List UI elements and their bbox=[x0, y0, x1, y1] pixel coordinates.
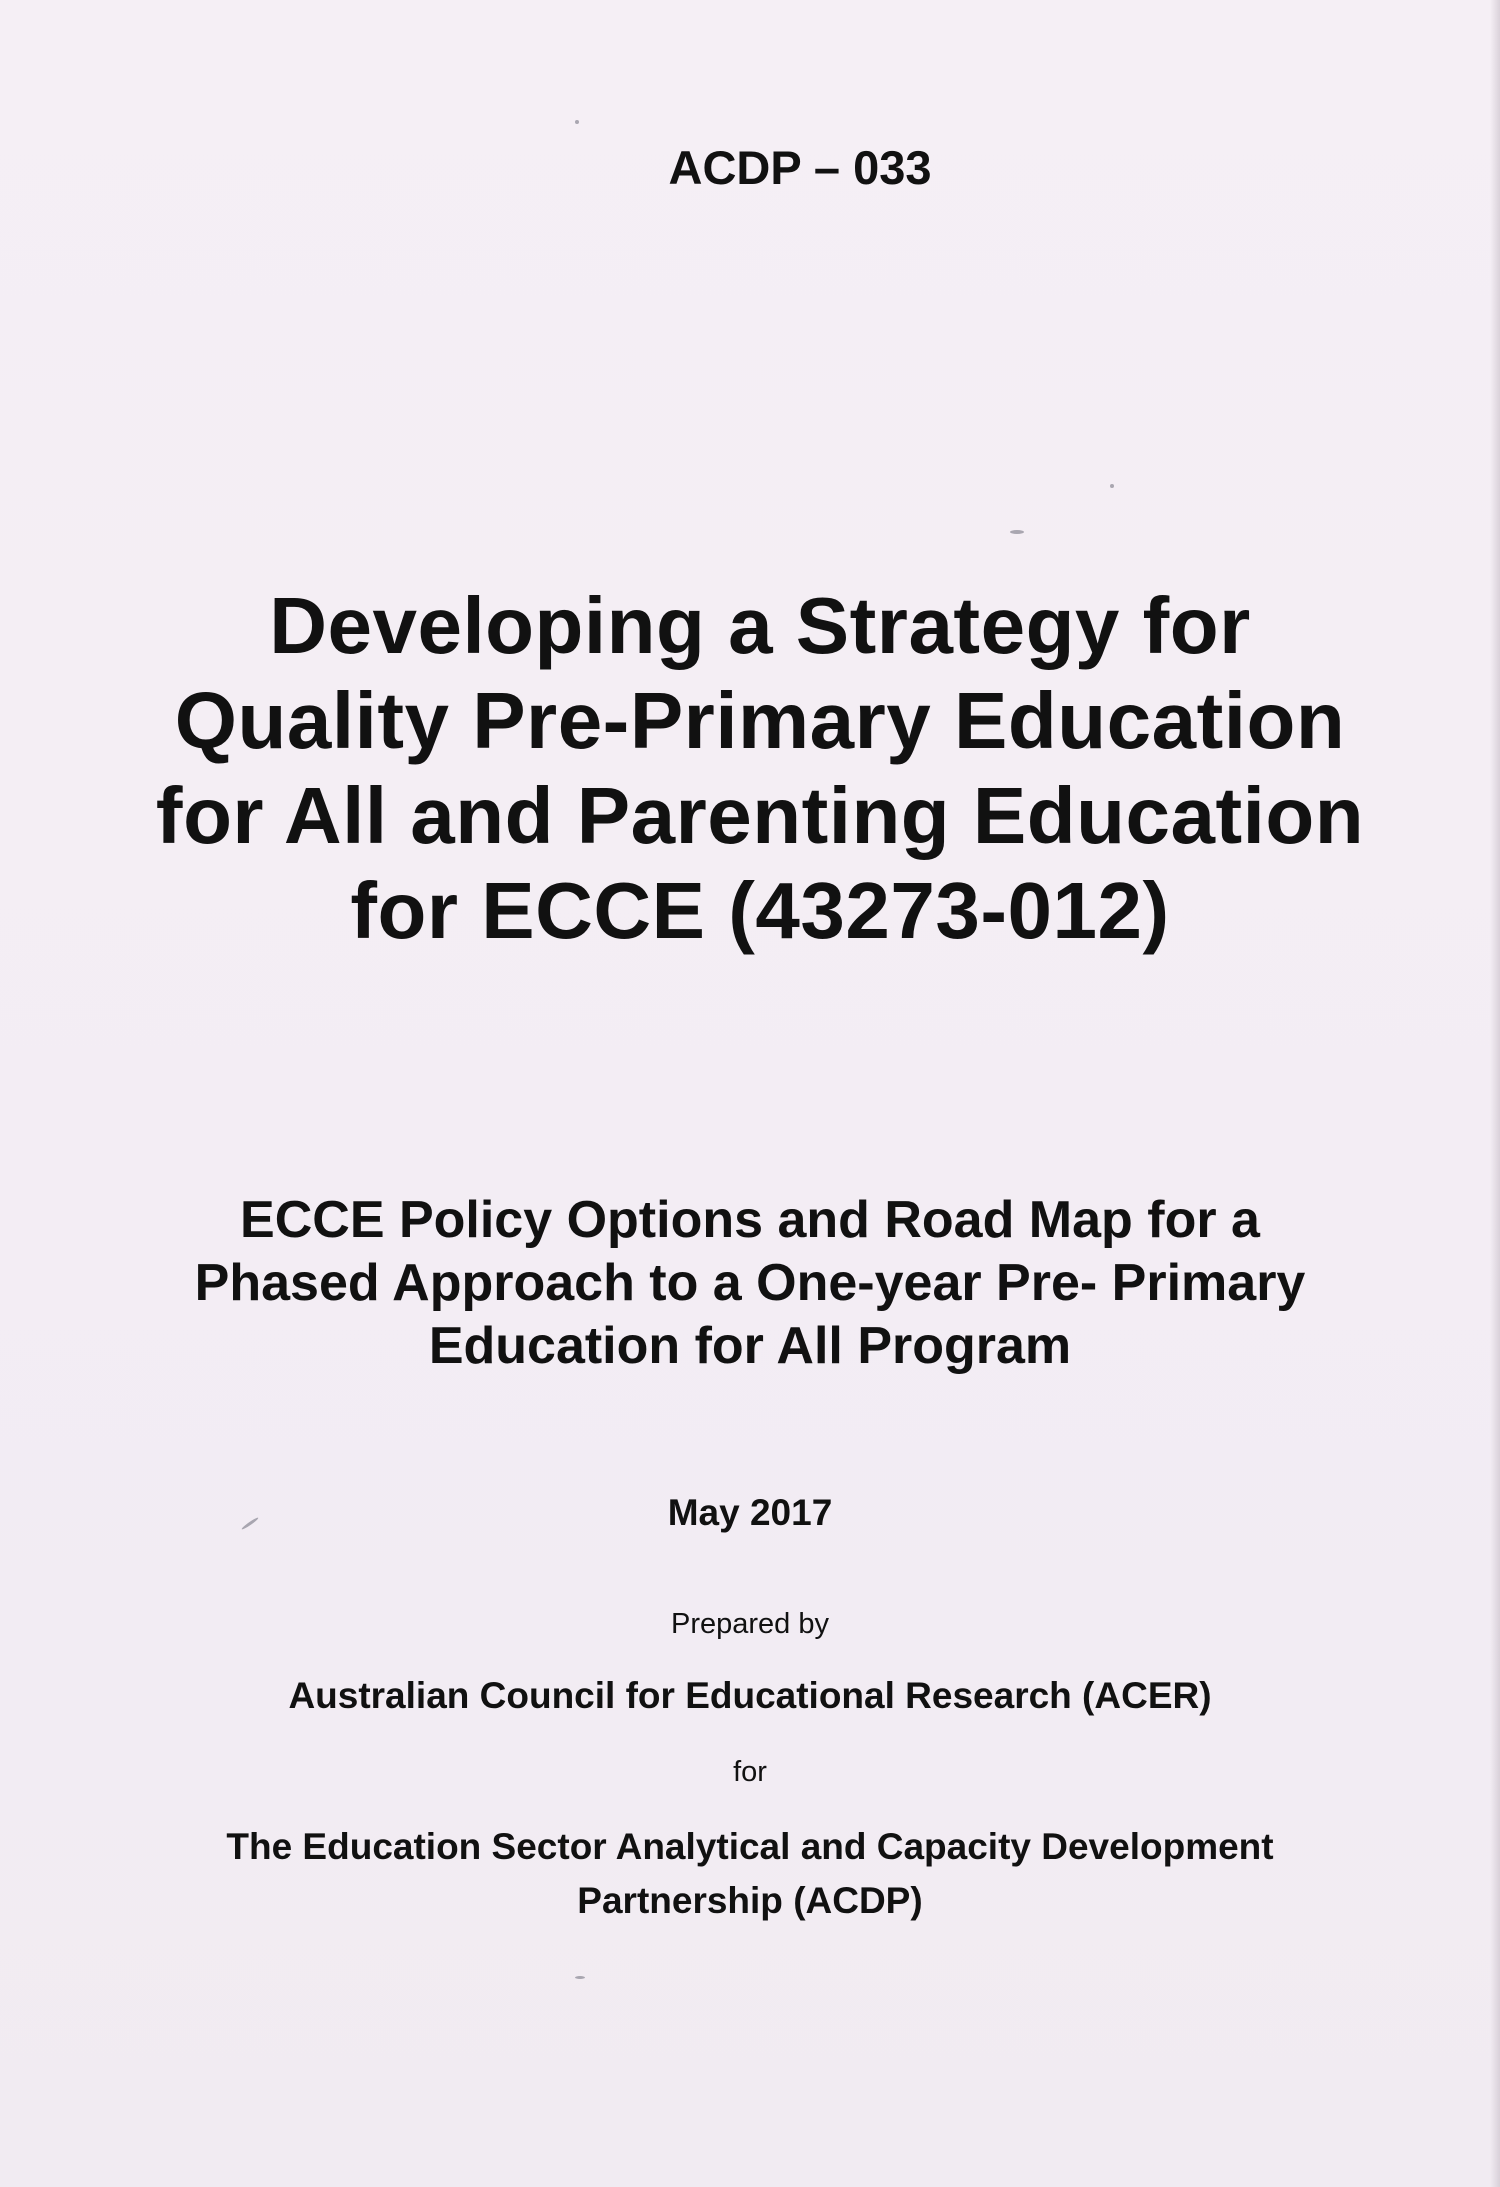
scan-speck bbox=[1110, 484, 1114, 488]
partnership-line-1: The Education Sector Analytical and Capacity Development bbox=[226, 1826, 1274, 1867]
title-line-3: for All and Parenting Education bbox=[155, 771, 1365, 860]
scan-speck bbox=[575, 120, 579, 124]
subtitle-line-3: Education for All Program bbox=[428, 1317, 1072, 1375]
preparing-organization: Australian Council for Educational Research (ACER) bbox=[288, 1675, 1212, 1716]
scan-speck bbox=[1010, 530, 1024, 534]
for-label: for bbox=[733, 1756, 767, 1788]
document-code: ACDP – 033 bbox=[668, 141, 932, 194]
scan-speck bbox=[575, 1976, 585, 1979]
subtitle-line-1: ECCE Policy Options and Road Map for a bbox=[240, 1191, 1260, 1249]
title-line-4: for ECCE (43273-012) bbox=[350, 866, 1170, 955]
title-line-1: Developing a Strategy for bbox=[269, 581, 1251, 670]
subtitle-line-2: Phased Approach to a One-year Pre- Primary bbox=[194, 1254, 1306, 1312]
partnership-line-2: Partnership (ACDP) bbox=[577, 1880, 923, 1921]
prepared-by-label: Prepared by bbox=[671, 1608, 829, 1640]
publication-date: May 2017 bbox=[667, 1492, 833, 1533]
title-line-2: Quality Pre-Primary Education bbox=[174, 676, 1346, 765]
